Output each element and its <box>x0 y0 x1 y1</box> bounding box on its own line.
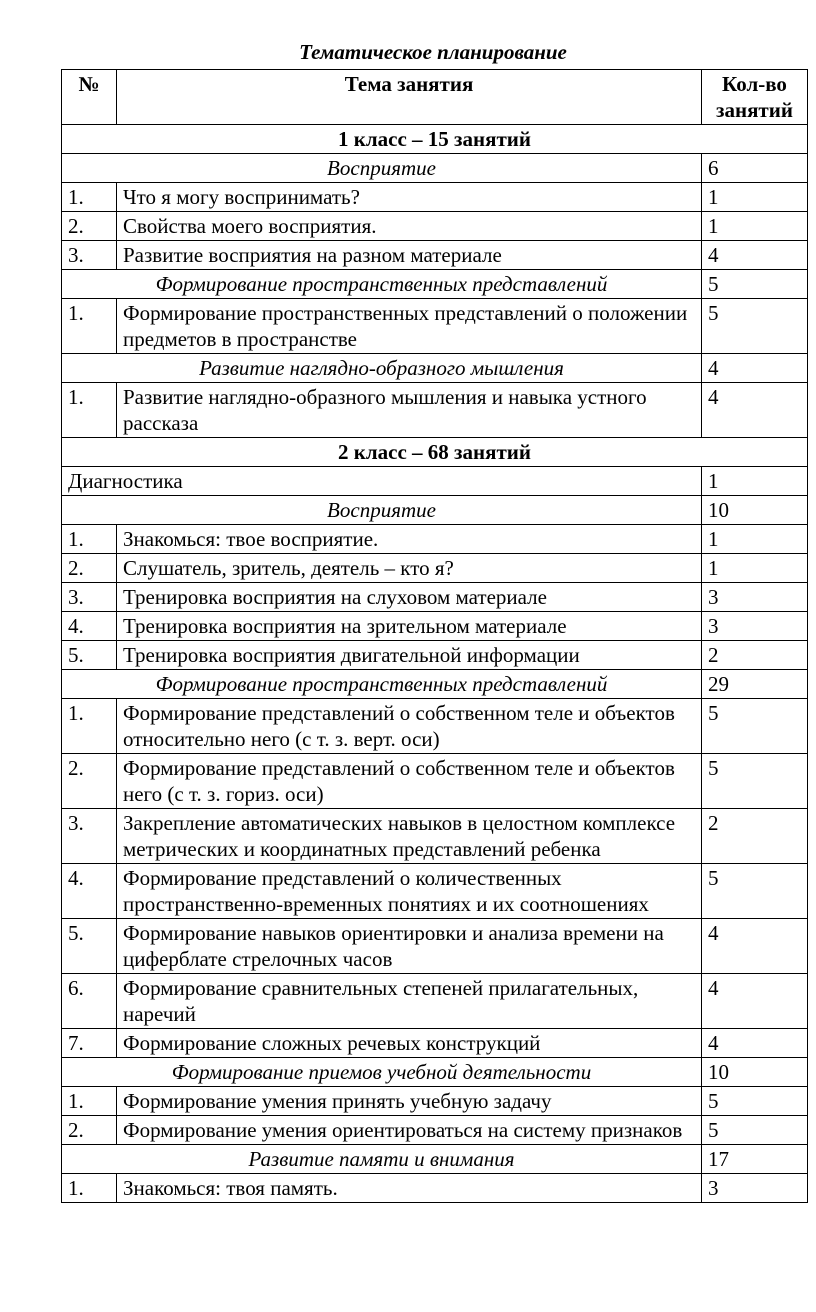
table-row <box>62 1087 808 1116</box>
section-row <box>62 154 808 183</box>
table-row <box>62 641 808 670</box>
table-row <box>62 864 808 919</box>
row-topic: Формирование представлений о собственном теле и объектов относительно него (с т. з. верт. оси) <box>117 699 702 754</box>
section-count: 29 <box>702 670 808 699</box>
row-number: 5. <box>62 641 117 670</box>
section-count: 6 <box>702 154 808 183</box>
row-topic: Тренировка восприятия на слуховом материале <box>117 583 702 612</box>
section-row <box>62 354 808 383</box>
row-count: 5 <box>702 864 808 919</box>
row-count: 4 <box>702 974 808 1029</box>
row-count: 4 <box>702 241 808 270</box>
row-number: 1. <box>62 299 117 354</box>
row-count: 4 <box>702 919 808 974</box>
row-topic: Развитие наглядно-образного мышления и навыка устного рассказа <box>117 383 702 438</box>
row-number: 1. <box>62 383 117 438</box>
class-title: 1 класс – 15 занятий <box>62 125 808 154</box>
row-number: 2. <box>62 212 117 241</box>
row-topic: Тренировка восприятия двигательной информации <box>117 641 702 670</box>
row-number: 1. <box>62 1174 117 1203</box>
row-number: 4. <box>62 864 117 919</box>
plain-row <box>62 467 808 496</box>
section-count: 5 <box>702 270 808 299</box>
section-count: 10 <box>702 1058 808 1087</box>
section-title: Развитие наглядно-образного мышления <box>62 354 702 383</box>
section-title: Формирование приемов учебной деятельности <box>62 1058 702 1087</box>
class-title: 2 класс – 68 занятий <box>62 438 808 467</box>
section-count: 17 <box>702 1145 808 1174</box>
table-row <box>62 383 808 438</box>
row-topic: Тренировка восприятия на зрительном материале <box>117 612 702 641</box>
section-title: Восприятие <box>62 154 702 183</box>
row-topic: Формирование навыков ориентировки и анализа времени на циферблате стрелочных часов <box>117 919 702 974</box>
table-row <box>62 1174 808 1203</box>
row-count: 3 <box>702 1174 808 1203</box>
section-row <box>62 1058 808 1087</box>
row-topic: Формирование представлений о собственном теле и объектов него (с т. з. гориз. оси) <box>117 754 702 809</box>
table-row <box>62 554 808 583</box>
thematic-plan-table <box>61 69 808 1203</box>
row-topic: Формирование представлений о количественных пространственно-временных понятиях и их соотношениях <box>117 864 702 919</box>
row-number: 1. <box>62 525 117 554</box>
row-count: 4 <box>702 383 808 438</box>
table-row <box>62 974 808 1029</box>
row-number: 1. <box>62 699 117 754</box>
row-count: 1 <box>702 554 808 583</box>
table-body <box>62 125 808 1203</box>
row-number: 2. <box>62 554 117 583</box>
row-count: 5 <box>702 1087 808 1116</box>
section-row <box>62 496 808 525</box>
table-row <box>62 212 808 241</box>
plain-count: 1 <box>702 467 808 496</box>
section-count: 4 <box>702 354 808 383</box>
table-row <box>62 919 808 974</box>
row-topic: Слушатель, зритель, деятель – кто я? <box>117 554 702 583</box>
row-count: 1 <box>702 212 808 241</box>
table-row <box>62 583 808 612</box>
table-row <box>62 241 808 270</box>
header-topic: Тема занятия <box>117 70 702 125</box>
section-row <box>62 270 808 299</box>
row-count: 3 <box>702 612 808 641</box>
row-count: 3 <box>702 583 808 612</box>
row-topic: Свойства моего восприятия. <box>117 212 702 241</box>
row-number: 3. <box>62 583 117 612</box>
row-topic: Формирование сравнительных степеней прилагательных, наречий <box>117 974 702 1029</box>
page-title: Тематическое планирование <box>299 40 567 64</box>
row-topic: Закрепление автоматических навыков в целостном комплексе метрических и координатных представлений ребенка <box>117 809 702 864</box>
row-topic: Знакомься: твое восприятие. <box>117 525 702 554</box>
row-number: 2. <box>62 1116 117 1145</box>
section-row <box>62 670 808 699</box>
row-count: 5 <box>702 699 808 754</box>
row-topic: Формирование сложных речевых конструкций <box>117 1029 702 1058</box>
section-title: Развитие памяти и внимания <box>62 1145 702 1174</box>
table-row <box>62 183 808 212</box>
row-count: 4 <box>702 1029 808 1058</box>
table-row <box>62 612 808 641</box>
section-title: Восприятие <box>62 496 702 525</box>
row-topic: Развитие восприятия на разном материале <box>117 241 702 270</box>
row-topic: Формирование пространственных представлений о положении предметов в пространстве <box>117 299 702 354</box>
row-topic: Формирование умения принять учебную задачу <box>117 1087 702 1116</box>
row-count: 5 <box>702 299 808 354</box>
header-count: Кол-во занятий <box>702 70 808 125</box>
class-header-row <box>62 125 808 154</box>
row-number: 6. <box>62 974 117 1029</box>
table-row <box>62 1029 808 1058</box>
row-count: 2 <box>702 641 808 670</box>
row-number: 1. <box>62 183 117 212</box>
row-number: 1. <box>62 1087 117 1116</box>
plain-title: Диагностика <box>62 467 702 496</box>
class-header-row <box>62 438 808 467</box>
section-row <box>62 1145 808 1174</box>
row-count: 5 <box>702 754 808 809</box>
row-count: 1 <box>702 525 808 554</box>
table-row <box>62 1116 808 1145</box>
section-title: Формирование пространственных представлений <box>62 670 702 699</box>
section-title: Формирование пространственных представлений <box>62 270 702 299</box>
row-number: 3. <box>62 241 117 270</box>
row-count: 1 <box>702 183 808 212</box>
row-number: 7. <box>62 1029 117 1058</box>
section-count: 10 <box>702 496 808 525</box>
header-number: № <box>62 70 117 125</box>
header-row <box>62 70 808 125</box>
table-row <box>62 299 808 354</box>
row-number: 4. <box>62 612 117 641</box>
row-number: 5. <box>62 919 117 974</box>
row-topic: Знакомься: твоя память. <box>117 1174 702 1203</box>
table-row <box>62 699 808 754</box>
row-count: 5 <box>702 1116 808 1145</box>
row-number: 3. <box>62 809 117 864</box>
table-row <box>62 809 808 864</box>
row-number: 2. <box>62 754 117 809</box>
row-count: 2 <box>702 809 808 864</box>
table-row <box>62 754 808 809</box>
row-topic: Что я могу воспринимать? <box>117 183 702 212</box>
row-topic: Формирование умения ориентироваться на систему признаков <box>117 1116 702 1145</box>
table-row <box>62 525 808 554</box>
